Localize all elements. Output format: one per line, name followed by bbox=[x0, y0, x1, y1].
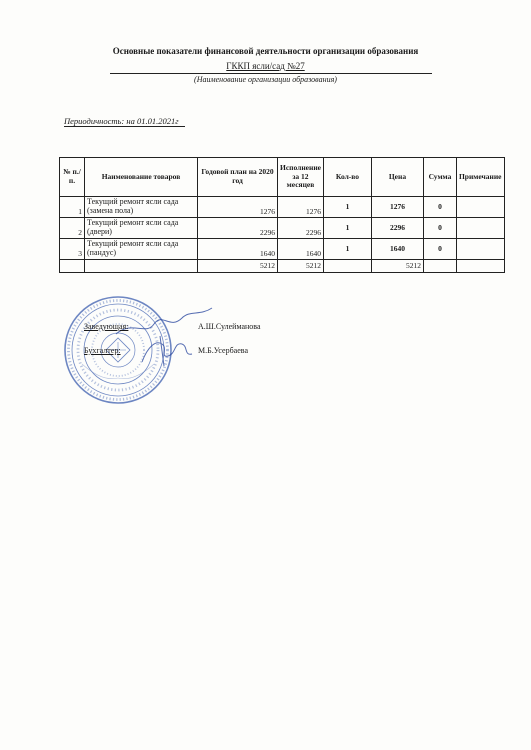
organization-caption: (Наименование организации образования) bbox=[194, 75, 337, 84]
table-row bbox=[60, 239, 505, 260]
row-plan: 1276 bbox=[198, 197, 278, 218]
row-execution: 2296 bbox=[278, 218, 324, 239]
row-quantity: 1 bbox=[323, 218, 371, 239]
row-price: 2296 bbox=[371, 218, 423, 239]
column-header-name: Наименование товаров bbox=[85, 158, 198, 197]
row-execution: 1640 bbox=[278, 239, 324, 260]
column-header-plan: Годовой план на 2020 год bbox=[198, 158, 278, 197]
organization-underline bbox=[110, 73, 432, 74]
row-plan: 1640 bbox=[198, 239, 278, 260]
column-header-note: Примечание bbox=[456, 158, 504, 197]
column-header-price: Цена bbox=[371, 158, 423, 197]
financial-table bbox=[59, 157, 505, 273]
row-sum: 0 bbox=[423, 239, 456, 260]
row-name: Текущий ремонт ясли сада (пандус) bbox=[85, 239, 198, 260]
column-header-index: № п./п. bbox=[60, 158, 85, 197]
total-name-cell bbox=[85, 260, 198, 273]
table-row bbox=[60, 218, 505, 239]
document-title: Основные показатели финансовой деятельности организации образования bbox=[112, 46, 419, 56]
head-signature-name: А.Ш.Сулейманова bbox=[198, 322, 261, 331]
row-note bbox=[456, 239, 504, 260]
accountant-signature-label: Бухгалтер: bbox=[84, 346, 121, 355]
table-row bbox=[60, 197, 505, 218]
total-quantity-cell bbox=[323, 260, 371, 273]
period-label: Периодичность: на 01.01.2021г bbox=[64, 116, 185, 127]
row-price: 1640 bbox=[371, 239, 423, 260]
row-index: 1 bbox=[60, 197, 85, 218]
accountant-signature-name: М.Б.Усербаева bbox=[198, 346, 249, 355]
row-execution: 1276 bbox=[278, 197, 324, 218]
table-total-row bbox=[60, 260, 505, 273]
row-sum: 0 bbox=[423, 197, 456, 218]
total-execution: 5212 bbox=[278, 260, 324, 273]
row-quantity: 1 bbox=[323, 239, 371, 260]
table-header-row bbox=[60, 158, 505, 197]
total-plan: 5212 bbox=[198, 260, 278, 273]
row-note bbox=[456, 197, 504, 218]
head-signature-label: Заведующая: bbox=[84, 322, 129, 331]
column-header-execution: Исполнение за 12 месяцев bbox=[278, 158, 324, 197]
row-note bbox=[456, 218, 504, 239]
row-index: 2 bbox=[60, 218, 85, 239]
column-header-quantity: Кол-во bbox=[323, 158, 371, 197]
column-header-sum: Сумма bbox=[423, 158, 456, 197]
total-note-cell bbox=[456, 260, 504, 273]
total-price: 5212 bbox=[371, 260, 423, 273]
total-sum-cell bbox=[423, 260, 456, 273]
row-plan: 2296 bbox=[198, 218, 278, 239]
row-index: 3 bbox=[60, 239, 85, 260]
total-index-cell bbox=[60, 260, 85, 273]
row-name: Текущий ремонт ясли сада (замена пола) bbox=[85, 197, 198, 218]
row-name: Текущий ремонт ясли сада (двери) bbox=[85, 218, 198, 239]
organization-name: ГККП ясли/сад №27 bbox=[226, 61, 305, 71]
row-quantity: 1 bbox=[323, 197, 371, 218]
row-price: 1276 bbox=[371, 197, 423, 218]
row-sum: 0 bbox=[423, 218, 456, 239]
signature-scribble-icon bbox=[112, 300, 222, 370]
